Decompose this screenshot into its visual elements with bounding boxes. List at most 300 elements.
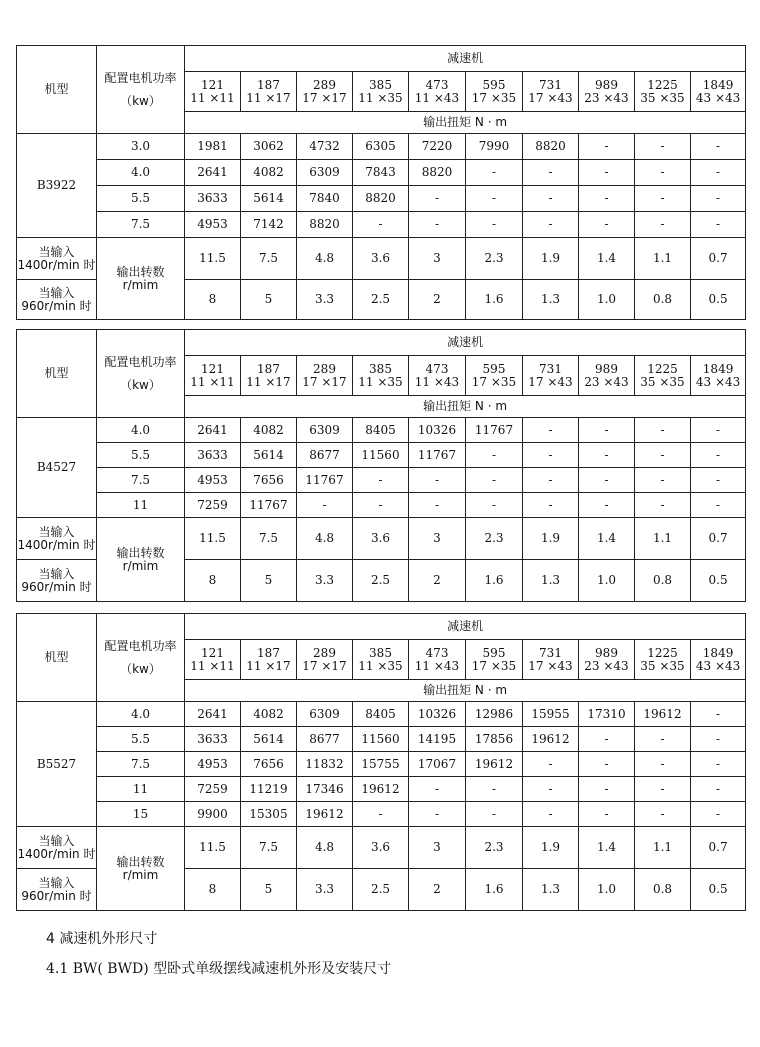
- input-speed-label: [17, 238, 97, 280]
- torque-value: 15305: [241, 802, 297, 827]
- speed-value: 1.4: [579, 827, 635, 869]
- ratio-cell: [353, 72, 409, 112]
- ratio-cell: [353, 640, 409, 680]
- ratio-cell: [409, 640, 466, 680]
- power-value: 4.0: [97, 418, 185, 443]
- torque-value: 19612: [466, 752, 523, 777]
- torque-value: 17310: [579, 702, 635, 727]
- speed-value: 3.3: [297, 560, 353, 602]
- input-speed-line1: 当输入: [38, 875, 75, 890]
- ratio-total: 385: [369, 645, 392, 660]
- table-row: [17, 212, 746, 238]
- torque-value: -: [297, 493, 353, 518]
- ratio-total: 1849: [702, 645, 734, 660]
- spec-table-b5527: [16, 613, 746, 911]
- ratio-pair: 35 ×35: [640, 90, 685, 105]
- input-speed-label: [17, 869, 97, 911]
- ratio-total: 289: [313, 361, 336, 376]
- speed-row: [17, 518, 746, 560]
- ratio-cell: [523, 640, 579, 680]
- torque-value: -: [691, 418, 746, 443]
- ratio-cell: [409, 356, 466, 396]
- spec-table-b4527: [16, 329, 746, 602]
- power-header: [97, 614, 185, 702]
- speed-value: 0.5: [691, 560, 746, 602]
- table-row: [17, 727, 746, 752]
- table-row: [17, 160, 746, 186]
- torque-header: 输出扭矩 N · m: [185, 396, 746, 418]
- ratio-total: 989: [595, 77, 618, 92]
- speed-value: 4.8: [297, 518, 353, 560]
- torque-value: -: [579, 468, 635, 493]
- ratio-pair: 23 ×43: [584, 658, 629, 673]
- speed-value: 2.3: [466, 238, 523, 280]
- ratio-pair: 17 ×35: [471, 90, 517, 105]
- ratio-pair: 11 ×17: [246, 90, 291, 105]
- speed-value: 0.5: [691, 280, 746, 320]
- input-speed-line2: 1400r/min 时: [17, 537, 96, 552]
- speed-value: 8: [185, 560, 241, 602]
- torque-value: -: [466, 212, 523, 238]
- torque-value: 4953: [185, 212, 241, 238]
- speed-value: 1.0: [579, 869, 635, 911]
- ratio-total: 731: [539, 361, 562, 376]
- speed-value: 1.3: [523, 869, 579, 911]
- torque-value: -: [691, 727, 746, 752]
- speed-value: 2: [409, 280, 466, 320]
- speed-value: 11.5: [185, 518, 241, 560]
- ratio-pair: 17 ×43: [528, 658, 573, 673]
- ratio-cell: [353, 356, 409, 396]
- speed-row: [17, 238, 746, 280]
- power-value: 5.5: [97, 443, 185, 468]
- torque-value: -: [635, 443, 691, 468]
- ratio-total: 473: [425, 77, 449, 92]
- reducer-header: 减速机: [185, 330, 746, 356]
- torque-value: -: [353, 468, 409, 493]
- ratio-cell: [691, 72, 746, 112]
- torque-value: 6309: [297, 702, 353, 727]
- ratio-total: 595: [482, 361, 506, 376]
- reducer-header: 减速机: [185, 614, 746, 640]
- torque-value: 6305: [353, 134, 409, 160]
- torque-value: -: [691, 702, 746, 727]
- torque-value: 1981: [185, 134, 241, 160]
- torque-value: 10326: [409, 418, 466, 443]
- power-value: 4.0: [97, 702, 185, 727]
- speed-value: 8: [185, 280, 241, 320]
- torque-value: 11832: [297, 752, 353, 777]
- torque-value: -: [523, 752, 579, 777]
- torque-value: -: [466, 443, 523, 468]
- header-row: [17, 614, 746, 640]
- ratio-cell: [185, 72, 241, 112]
- speed-value: 1.3: [523, 280, 579, 320]
- torque-value: 7142: [241, 212, 297, 238]
- output-speed-label: [97, 827, 185, 911]
- input-speed-label: [17, 518, 97, 560]
- torque-value: 7220: [409, 134, 466, 160]
- ratio-total: 1225: [647, 645, 678, 660]
- ratio-cell: [579, 356, 635, 396]
- torque-value: -: [635, 160, 691, 186]
- torque-value: -: [635, 777, 691, 802]
- power-value: 7.5: [97, 752, 185, 777]
- model-header: 机型: [17, 330, 97, 418]
- speed-value: 2.5: [353, 280, 409, 320]
- power-value: 15: [97, 802, 185, 827]
- torque-value: 19612: [523, 727, 579, 752]
- speed-value: 1.0: [579, 280, 635, 320]
- speed-value: 0.8: [635, 869, 691, 911]
- torque-value: 15755: [353, 752, 409, 777]
- torque-value: -: [523, 777, 579, 802]
- torque-value: -: [635, 212, 691, 238]
- torque-value: -: [466, 802, 523, 827]
- torque-value: -: [409, 802, 466, 827]
- ratio-pair: 43 ×43: [695, 90, 741, 105]
- torque-value: 4732: [297, 134, 353, 160]
- ratio-total: 473: [425, 645, 449, 660]
- torque-value: 2641: [185, 160, 241, 186]
- ratio-total: 385: [369, 361, 392, 376]
- speed-value: 8: [185, 869, 241, 911]
- torque-value: -: [579, 418, 635, 443]
- ratio-cell: [691, 640, 746, 680]
- torque-value: -: [635, 134, 691, 160]
- ratio-total: 187: [257, 361, 280, 376]
- torque-value: 11767: [241, 493, 297, 518]
- torque-value: -: [691, 493, 746, 518]
- torque-value: 17856: [466, 727, 523, 752]
- ratio-cell: [466, 640, 523, 680]
- input-speed-label: [17, 560, 97, 602]
- ratio-pair: 17 ×17: [302, 658, 347, 673]
- speed-value: 1.9: [523, 518, 579, 560]
- ratio-pair: 11 ×11: [190, 90, 235, 105]
- power-header-line1: 配置电机功率: [104, 70, 177, 85]
- output-speed-line1: 输出转数: [116, 545, 165, 560]
- torque-value: -: [691, 212, 746, 238]
- ratio-cell: [297, 72, 353, 112]
- torque-value: -: [353, 802, 409, 827]
- ratio-pair: 11 ×35: [358, 658, 403, 673]
- torque-value: 11560: [353, 443, 409, 468]
- torque-value: -: [579, 160, 635, 186]
- ratio-pair: 17 ×43: [528, 90, 573, 105]
- ratio-total: 1849: [702, 77, 734, 92]
- torque-value: -: [579, 186, 635, 212]
- speed-value: 1.4: [579, 518, 635, 560]
- torque-value: -: [579, 727, 635, 752]
- ratio-pair: 35 ×35: [640, 658, 685, 673]
- torque-value: 17346: [297, 777, 353, 802]
- input-speed-line2: 960r/min 时: [21, 298, 92, 313]
- torque-value: 7843: [353, 160, 409, 186]
- header-row: [17, 46, 746, 72]
- torque-value: -: [635, 418, 691, 443]
- ratio-cell: [635, 640, 691, 680]
- torque-value: 7259: [185, 777, 241, 802]
- speed-value: 2: [409, 869, 466, 911]
- power-value: 11: [97, 493, 185, 518]
- ratio-pair: 43 ×43: [695, 374, 741, 389]
- ratio-pair: 17 ×43: [528, 374, 573, 389]
- model-name: B4527: [17, 418, 97, 518]
- torque-value: 4953: [185, 752, 241, 777]
- torque-value: -: [579, 212, 635, 238]
- ratio-pair: 17 ×17: [302, 90, 347, 105]
- power-value: 4.0: [97, 160, 185, 186]
- input-speed-line1: 当输入: [38, 566, 75, 581]
- ratio-cell: [409, 72, 466, 112]
- torque-value: 10326: [409, 702, 466, 727]
- torque-value: 19612: [297, 802, 353, 827]
- ratio-pair: 35 ×35: [640, 374, 685, 389]
- ratio-total: 1225: [647, 77, 678, 92]
- speed-value: 11.5: [185, 238, 241, 280]
- ratio-pair: 11 ×43: [414, 374, 460, 389]
- ratio-cell: [579, 640, 635, 680]
- ratio-total: 289: [313, 77, 336, 92]
- header-row: [17, 330, 746, 356]
- speed-value: 3.6: [353, 827, 409, 869]
- torque-value: 8405: [353, 702, 409, 727]
- speed-value: 1.1: [635, 238, 691, 280]
- ratio-pair: 17 ×17: [302, 374, 347, 389]
- torque-value: 7656: [241, 468, 297, 493]
- ratio-total: 1225: [647, 361, 678, 376]
- torque-value: 19612: [353, 777, 409, 802]
- power-value: 7.5: [97, 212, 185, 238]
- ratio-pair: 23 ×43: [584, 374, 629, 389]
- ratio-pair: 11 ×35: [358, 90, 403, 105]
- ratio-pair: 11 ×11: [190, 658, 235, 673]
- speed-value: 1.0: [579, 560, 635, 602]
- torque-value: 5614: [241, 443, 297, 468]
- power-value: 7.5: [97, 468, 185, 493]
- input-speed-line1: 当输入: [38, 285, 75, 300]
- speed-value: 1.9: [523, 238, 579, 280]
- torque-value: -: [523, 802, 579, 827]
- ratio-pair: 23 ×43: [584, 90, 629, 105]
- speed-value: 0.7: [691, 827, 746, 869]
- speed-value: 4.8: [297, 238, 353, 280]
- ratio-total: 473: [425, 361, 449, 376]
- output-speed-line1: 输出转数: [116, 264, 165, 279]
- ratio-cell: [466, 72, 523, 112]
- torque-value: -: [691, 752, 746, 777]
- torque-value: 8820: [409, 160, 466, 186]
- torque-value: 7656: [241, 752, 297, 777]
- table-row: [17, 802, 746, 827]
- torque-header: 输出扭矩 N · m: [185, 112, 746, 134]
- ratio-total: 385: [369, 77, 392, 92]
- output-speed-label: [97, 518, 185, 602]
- torque-value: 8820: [297, 212, 353, 238]
- ratio-total: 1849: [702, 361, 734, 376]
- output-speed-label: [97, 238, 185, 320]
- input-speed-label: [17, 280, 97, 320]
- torque-value: -: [466, 493, 523, 518]
- speed-value: 1.1: [635, 518, 691, 560]
- torque-value: -: [635, 186, 691, 212]
- output-speed-line2: r/mim: [122, 277, 159, 292]
- torque-value: 19612: [635, 702, 691, 727]
- torque-value: 2641: [185, 702, 241, 727]
- torque-value: 9900: [185, 802, 241, 827]
- speed-value: 2.5: [353, 560, 409, 602]
- torque-value: -: [635, 802, 691, 827]
- ratio-cell: [185, 356, 241, 396]
- torque-value: -: [691, 443, 746, 468]
- speed-value: 1.9: [523, 827, 579, 869]
- torque-value: -: [691, 134, 746, 160]
- speed-value: 1.3: [523, 560, 579, 602]
- torque-value: -: [523, 186, 579, 212]
- input-speed-line1: 当输入: [38, 244, 75, 259]
- spec-table-b3922: [16, 45, 746, 320]
- speed-value: 5: [241, 560, 297, 602]
- torque-value: -: [523, 212, 579, 238]
- input-speed-line2: 960r/min 时: [21, 579, 92, 594]
- torque-value: 4082: [241, 418, 297, 443]
- ratio-total: 121: [201, 361, 224, 376]
- ratio-cell: [297, 356, 353, 396]
- power-value: 5.5: [97, 186, 185, 212]
- power-header-line1: 配置电机功率: [104, 354, 177, 369]
- torque-value: 12986: [466, 702, 523, 727]
- speed-value: 3.6: [353, 238, 409, 280]
- ratio-pair: 17 ×35: [471, 658, 517, 673]
- torque-value: -: [523, 443, 579, 468]
- torque-value: -: [466, 468, 523, 493]
- input-speed-line1: 当输入: [38, 833, 75, 848]
- torque-value: 5614: [241, 186, 297, 212]
- torque-value: -: [635, 493, 691, 518]
- speed-value: 1.6: [466, 869, 523, 911]
- torque-value: -: [579, 493, 635, 518]
- speed-value: 0.7: [691, 238, 746, 280]
- torque-value: 5614: [241, 727, 297, 752]
- torque-value: -: [691, 186, 746, 212]
- ratio-total: 989: [595, 645, 618, 660]
- table-row: [17, 418, 746, 443]
- power-value: 11: [97, 777, 185, 802]
- torque-value: -: [523, 418, 579, 443]
- torque-value: -: [579, 752, 635, 777]
- torque-value: -: [579, 777, 635, 802]
- speed-value: 0.5: [691, 869, 746, 911]
- torque-value: -: [579, 443, 635, 468]
- torque-value: -: [579, 134, 635, 160]
- speed-value: 1.4: [579, 238, 635, 280]
- torque-value: -: [691, 468, 746, 493]
- ratio-cell: [579, 72, 635, 112]
- power-value: 5.5: [97, 727, 185, 752]
- torque-value: 11767: [409, 443, 466, 468]
- torque-value: 6309: [297, 418, 353, 443]
- ratio-pair: 43 ×43: [695, 658, 741, 673]
- ratio-cell: [635, 356, 691, 396]
- power-header-line2: （kw）: [120, 661, 161, 676]
- speed-value: 2: [409, 560, 466, 602]
- speed-value: 0.8: [635, 280, 691, 320]
- torque-value: 11767: [297, 468, 353, 493]
- input-speed-line1: 当输入: [38, 524, 75, 539]
- torque-value: -: [691, 777, 746, 802]
- torque-value: 4082: [241, 160, 297, 186]
- torque-value: -: [409, 186, 466, 212]
- model-header: 机型: [17, 46, 97, 134]
- ratio-cell: [241, 356, 297, 396]
- table-row: [17, 752, 746, 777]
- ratio-cell: [241, 640, 297, 680]
- torque-value: -: [409, 212, 466, 238]
- ratio-total: 187: [257, 645, 280, 660]
- ratio-total: 595: [482, 645, 506, 660]
- speed-value: 1.6: [466, 560, 523, 602]
- torque-value: 8405: [353, 418, 409, 443]
- speed-value: 5: [241, 869, 297, 911]
- ratio-pair: 11 ×43: [414, 658, 460, 673]
- torque-value: -: [466, 777, 523, 802]
- power-header: [97, 330, 185, 418]
- torque-value: -: [409, 493, 466, 518]
- speed-value: 7.5: [241, 238, 297, 280]
- ratio-cell: [297, 640, 353, 680]
- ratio-cell: [523, 356, 579, 396]
- torque-value: -: [635, 468, 691, 493]
- torque-value: 8677: [297, 727, 353, 752]
- torque-value: -: [523, 468, 579, 493]
- torque-value: -: [691, 160, 746, 186]
- speed-value: 2.3: [466, 827, 523, 869]
- speed-value: 1.6: [466, 280, 523, 320]
- torque-value: 3633: [185, 727, 241, 752]
- output-speed-line1: 输出转数: [116, 854, 165, 869]
- torque-header: 输出扭矩 N · m: [185, 680, 746, 702]
- speed-value: 0.7: [691, 518, 746, 560]
- ratio-pair: 11 ×17: [246, 374, 291, 389]
- ratio-total: 595: [482, 77, 506, 92]
- speed-value: 2.3: [466, 518, 523, 560]
- ratio-pair: 17 ×35: [471, 374, 517, 389]
- model-header: 机型: [17, 614, 97, 702]
- ratio-cell: [635, 72, 691, 112]
- torque-value: -: [635, 752, 691, 777]
- input-speed-line2: 1400r/min 时: [17, 846, 96, 861]
- table-row: [17, 493, 746, 518]
- ratio-cell: [523, 72, 579, 112]
- table-row: [17, 443, 746, 468]
- speed-value: 7.5: [241, 518, 297, 560]
- speed-value: 3.3: [297, 280, 353, 320]
- torque-value: -: [523, 493, 579, 518]
- torque-value: 2641: [185, 418, 241, 443]
- section-heading: 4 减速机外形尺寸: [46, 931, 158, 947]
- torque-value: -: [353, 493, 409, 518]
- torque-value: 3062: [241, 134, 297, 160]
- power-header-line2: （kw）: [120, 377, 161, 392]
- ratio-pair: 11 ×35: [358, 374, 403, 389]
- torque-value: 3633: [185, 186, 241, 212]
- ratio-pair: 11 ×11: [190, 374, 235, 389]
- ratio-total: 121: [201, 645, 224, 660]
- speed-value: 3: [409, 518, 466, 560]
- input-speed-label: [17, 827, 97, 869]
- output-speed-line2: r/mim: [122, 867, 159, 882]
